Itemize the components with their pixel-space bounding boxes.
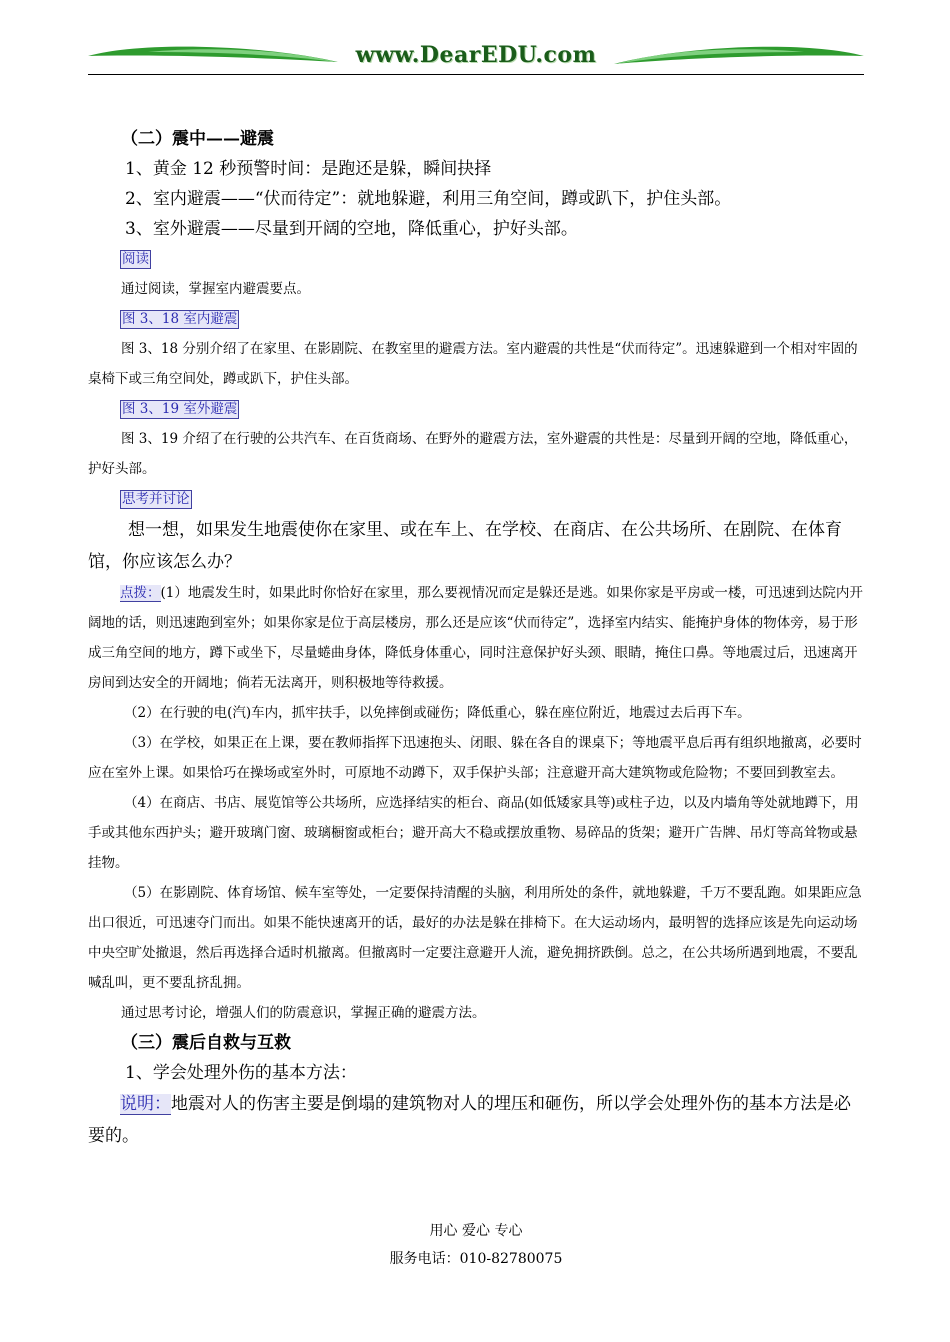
main-content xyxy=(88,124,864,1152)
hint-paragraph-5: （5）在影剧院、体育场馆、候车室等处，一定要保持清醒的头脑，利用所处的条件，就地躲避，千万不要乱跑。如果距应急出口很近，可迅速夺门而出。如果不能快速离开的话，最好的办法是躲在排椅下。在大运动场内，最明智的选择应该是先向运动场中央空旷处撤退，然后再选择合适时机撤离。但撤离时一定要注意避开人流，避免拥挤跌倒。总之，在公共场所遇到地震，不要乱喊乱叫，更不要乱挤乱拥。 xyxy=(88,885,862,991)
list-item: 2、室内避震——“伏而待定”：就地躲避，利用三角空间，蹲或趴下，护住头部。 xyxy=(125,189,732,209)
header-divider xyxy=(88,74,864,75)
hint-paragraph-3: （3）在学校，如果正在上课，要在教师指挥下迅速抱头、闭眼、躲在各自的课桌下；等地震平息后再有组织地撤离，必要时应在室外上课。如果恰巧在操场或室外时，可原地不动蹲下，双手保护头部；注意避开高大建筑物或危险物；不要回到教室去。 xyxy=(88,735,862,781)
hint-paragraph-1: 点拨：(1）地震发生时，如果此时你恰好在家里，那么要视情况而定是躲还是逃。如果你家是平房或一楼，可迅速到达院内开阔地的话，则迅速跑到室外；如果你家是位于高层楼房，那么还是应该“伏而待定”，选择室内结实、能掩护身体的物体旁，易于形成三角空间的地方，蹲下或坐下，尽量蜷曲身体，降低身体重心，同时注意保护好头颈、眼睛，掩住口鼻。等地震过后，迅速离开房间到达安全的开阔地；倘若无法离开，则积极地等待救援。 xyxy=(88,585,863,691)
section-heading-3: （三）震后自救与互救 xyxy=(121,1033,291,1053)
think-text: 想一想，如果发生地震使你在家里、或在车上、在学校、在商店、在公共场所、在剧院、在体育馆，你应该怎么办？ xyxy=(88,520,842,572)
tag-think-discuss: 思考并讨论 xyxy=(122,490,190,507)
footer-phone: 服务电话：010-82780075 xyxy=(389,1251,563,1267)
tag-read: 阅读 xyxy=(122,250,149,267)
hint-paragraph-4: （4）在商店、书店、展览馆等公共场所，应选择结实的柜台、商品(如低矮家具等)或柱子边，以及内墙角等处就地蹲下，用手或其他东西护头；避开玻璃门窗、玻璃橱窗或柜台；避开高大不稳或摆放重物、易碎品的货架；避开广告牌、吊灯等高耸物或悬挂物。 xyxy=(88,795,859,871)
figure-18-text: 图 3、18 分别介绍了在家里、在影剧院、在教室里的避震方法。室内避震的共性是“伏而待定”。迅速躲避到一个相对牢固的桌椅下或三角空间处，蹲或趴下，护住头部。 xyxy=(88,341,858,387)
list-item: 3、室外避震——尽量到开阔的空地，降低重心，护好头部。 xyxy=(125,219,578,239)
hint-paragraph-2: （2）在行驶的电(汽)车内，抓牢扶手，以免摔倒或碰伤；降低重心，躲在座位附近，地震过去后再下车。 xyxy=(124,705,751,721)
section-heading-2: （二）震中——避震 xyxy=(121,129,274,149)
tag-figure-18: 图 3、18 室内避震 xyxy=(122,310,238,327)
list-item: 1、学会处理外伤的基本方法： xyxy=(125,1063,357,1083)
summary-text: 通过思考讨论，增强人们的防震意识，掌握正确的避震方法。 xyxy=(121,1005,486,1021)
figure-19-text: 图 3、19 介绍了在行驶的公共汽车、在百货商场、在野外的避震方法，室外避震的共性是：尽量到开阔的空地，降低重心，护好头部。 xyxy=(88,431,858,477)
footer-slogan: 用心 爱心 专心 xyxy=(429,1223,523,1239)
tag-hint: 点拨： xyxy=(120,585,161,601)
explain-paragraph: 说明：地震对人的伤害主要是倒塌的建筑物对人的埋压和砸伤，所以学会处理外伤的基本方法是必要的。 xyxy=(88,1094,851,1146)
list-item: 1、黄金 12 秒预警时间：是跑还是躲，瞬间抉择 xyxy=(125,159,492,179)
site-banner xyxy=(88,38,864,78)
tag-explain: 说明： xyxy=(120,1094,171,1114)
tag-figure-19: 图 3、19 室外避震 xyxy=(122,400,238,417)
site-logo-text: www.DearEDU.com xyxy=(88,42,864,68)
read-text: 通过阅读，掌握室内避震要点。 xyxy=(121,281,310,297)
